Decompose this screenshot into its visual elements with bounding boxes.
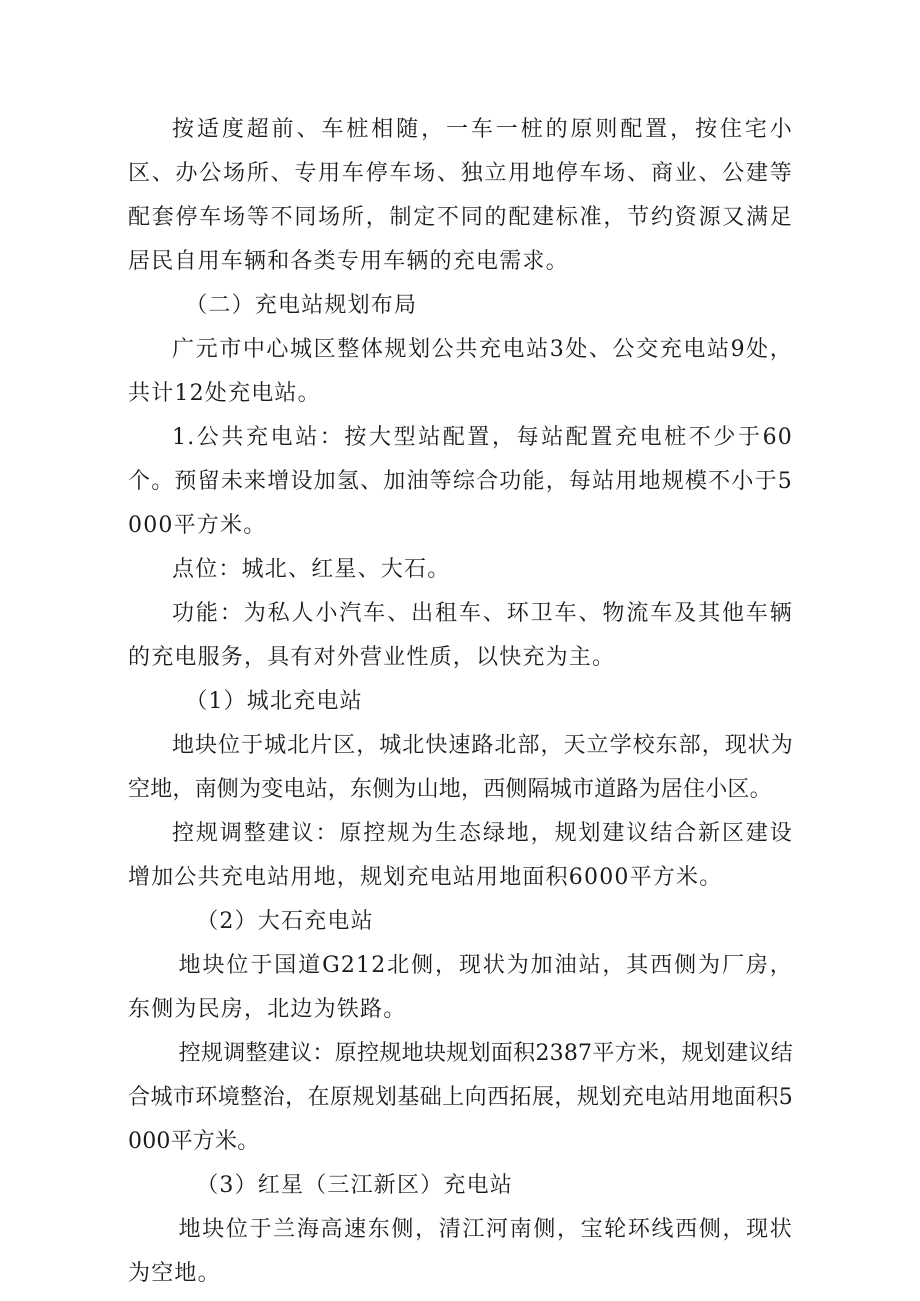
paragraph-station-count: 广元市中心城区整体规划公共充电站3处、公交充电站9处，共计12处充电站。 <box>128 337 793 406</box>
paragraph-hongxing-site: 地块位于兰海高速东侧，清江河南侧，宝轮环线西侧，现状为空地。 <box>128 1217 793 1286</box>
paragraph-public-station: 1.公共充电站：按大型站配置，每站配置充电桩不少于60个。预留未来增设加氢、加油等综合功能，每站用地规模不小于5000平方米。 <box>128 425 793 538</box>
subheading-hongxing-station: （3）红星（三江新区）充电站 <box>196 1173 513 1198</box>
paragraph-dashi-site: 地块位于国道G212北侧，现状为加油站，其西侧为厂房，东侧为民房，北边为铁路。 <box>128 953 793 1022</box>
subheading-chengbei-station: （1）城北充电站 <box>185 689 363 714</box>
paragraph-dashi-adjustment: 控规调整建议：原控规地块规划面积2387平方米，规划建议结合城市环境整治，在原规划基础上向西拓展，规划充电站用地面积5000平方米。 <box>128 1041 793 1154</box>
paragraph-chengbei-site: 地块位于城北片区，城北快速路北部，天立学校东部，现状为空地，南侧为变电站，东侧为山地，西侧隔城市道路为居住小区。 <box>128 733 793 802</box>
section-heading-station-layout: （二）充电站规划布局 <box>185 293 418 318</box>
paragraph-locations: 点位：城北、红星、大石。 <box>172 557 451 582</box>
subheading-dashi-station: （2）大石充电站 <box>196 909 374 934</box>
paragraph-chengbei-adjustment: 控规调整建议：原控规为生态绿地，规划建议结合新区建设增加公共充电站用地，规划充电站用地面积6000平方米。 <box>128 821 793 890</box>
paragraph-config-principle: 按适度超前、车桩相随，一车一桩的原则配置，按住宅小区、办公场所、专用车停车场、独立用地停车场、商业、公建等配套停车场等不同场所，制定不同的配建标准，节约资源又满足居民自用车辆和各类专用车辆的充电需求。 <box>128 117 793 274</box>
document-body <box>128 108 793 1296</box>
paragraph-function: 功能：为私人小汽车、出租车、环卫车、物流车及其他车辆的充电服务，具有对外营业性质，以快充为主。 <box>128 601 793 670</box>
